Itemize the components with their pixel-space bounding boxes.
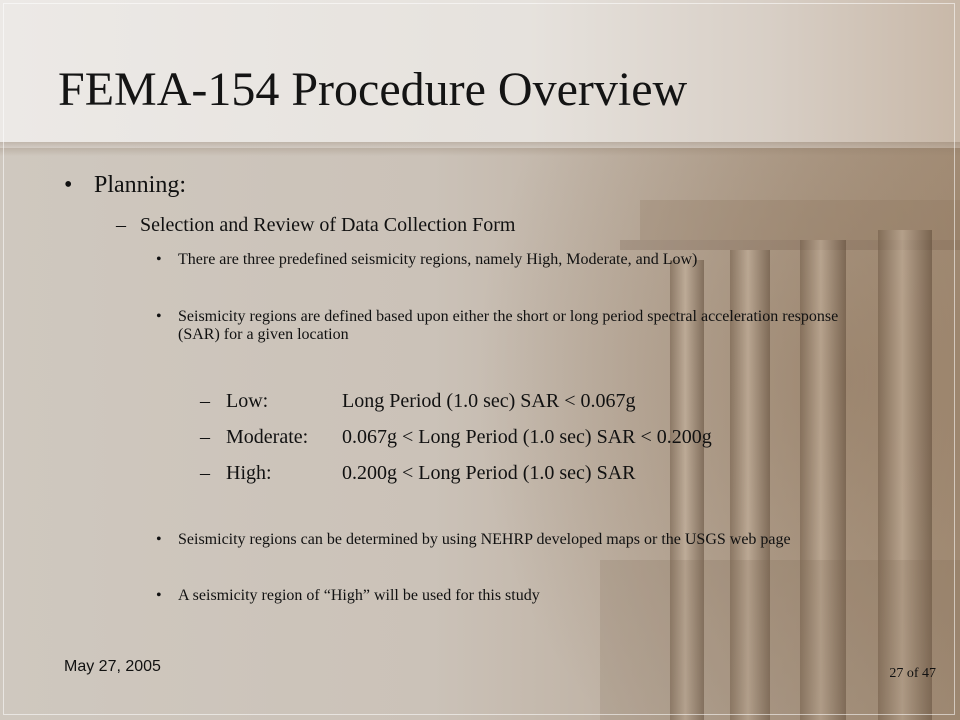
- point-text: There are three predefined seismicity regions, namely High, Moderate, and Low): [178, 251, 698, 268]
- page-current: 27: [889, 666, 904, 681]
- bullet-icon: •: [64, 172, 73, 198]
- bullet-icon: •: [156, 308, 162, 325]
- region-value: 0.200g < Long Period (1.0 sec) SAR: [342, 462, 636, 484]
- slide-title: FEMA-154 Procedure Overview: [58, 63, 688, 116]
- dash-marker: –: [116, 214, 126, 236]
- planning-heading: Planning:: [94, 172, 187, 198]
- region-value: 0.067g < Long Period (1.0 sec) SAR < 0.200g: [342, 426, 712, 448]
- point-text: A seismicity region of “High” will be used for this study: [178, 587, 540, 604]
- point-text: Seismicity regions are defined based upon either the short or long period spectral acceleration response (SAR) for a given location: [178, 308, 839, 343]
- bullet-icon: •: [156, 531, 162, 548]
- point-text: Seismicity regions can be determined by using NEHRP developed maps or the USGS web page: [178, 531, 791, 548]
- region-label: Low:: [226, 390, 269, 412]
- bullet-icon: •: [156, 251, 162, 268]
- slide-page-number: [889, 666, 936, 682]
- region-label: Moderate:: [226, 426, 309, 448]
- dash-marker: –: [200, 462, 210, 484]
- dash-marker: –: [200, 390, 210, 412]
- footer-date: May 27, 2005: [64, 658, 161, 675]
- subheading-text: Selection and Review of Data Collection Form: [140, 214, 516, 236]
- region-value: Long Period (1.0 sec) SAR < 0.067g: [342, 390, 636, 412]
- page-total: of 47: [906, 666, 936, 681]
- bullet-icon: •: [156, 587, 162, 604]
- dash-marker: –: [200, 426, 210, 448]
- region-label: High:: [226, 462, 272, 484]
